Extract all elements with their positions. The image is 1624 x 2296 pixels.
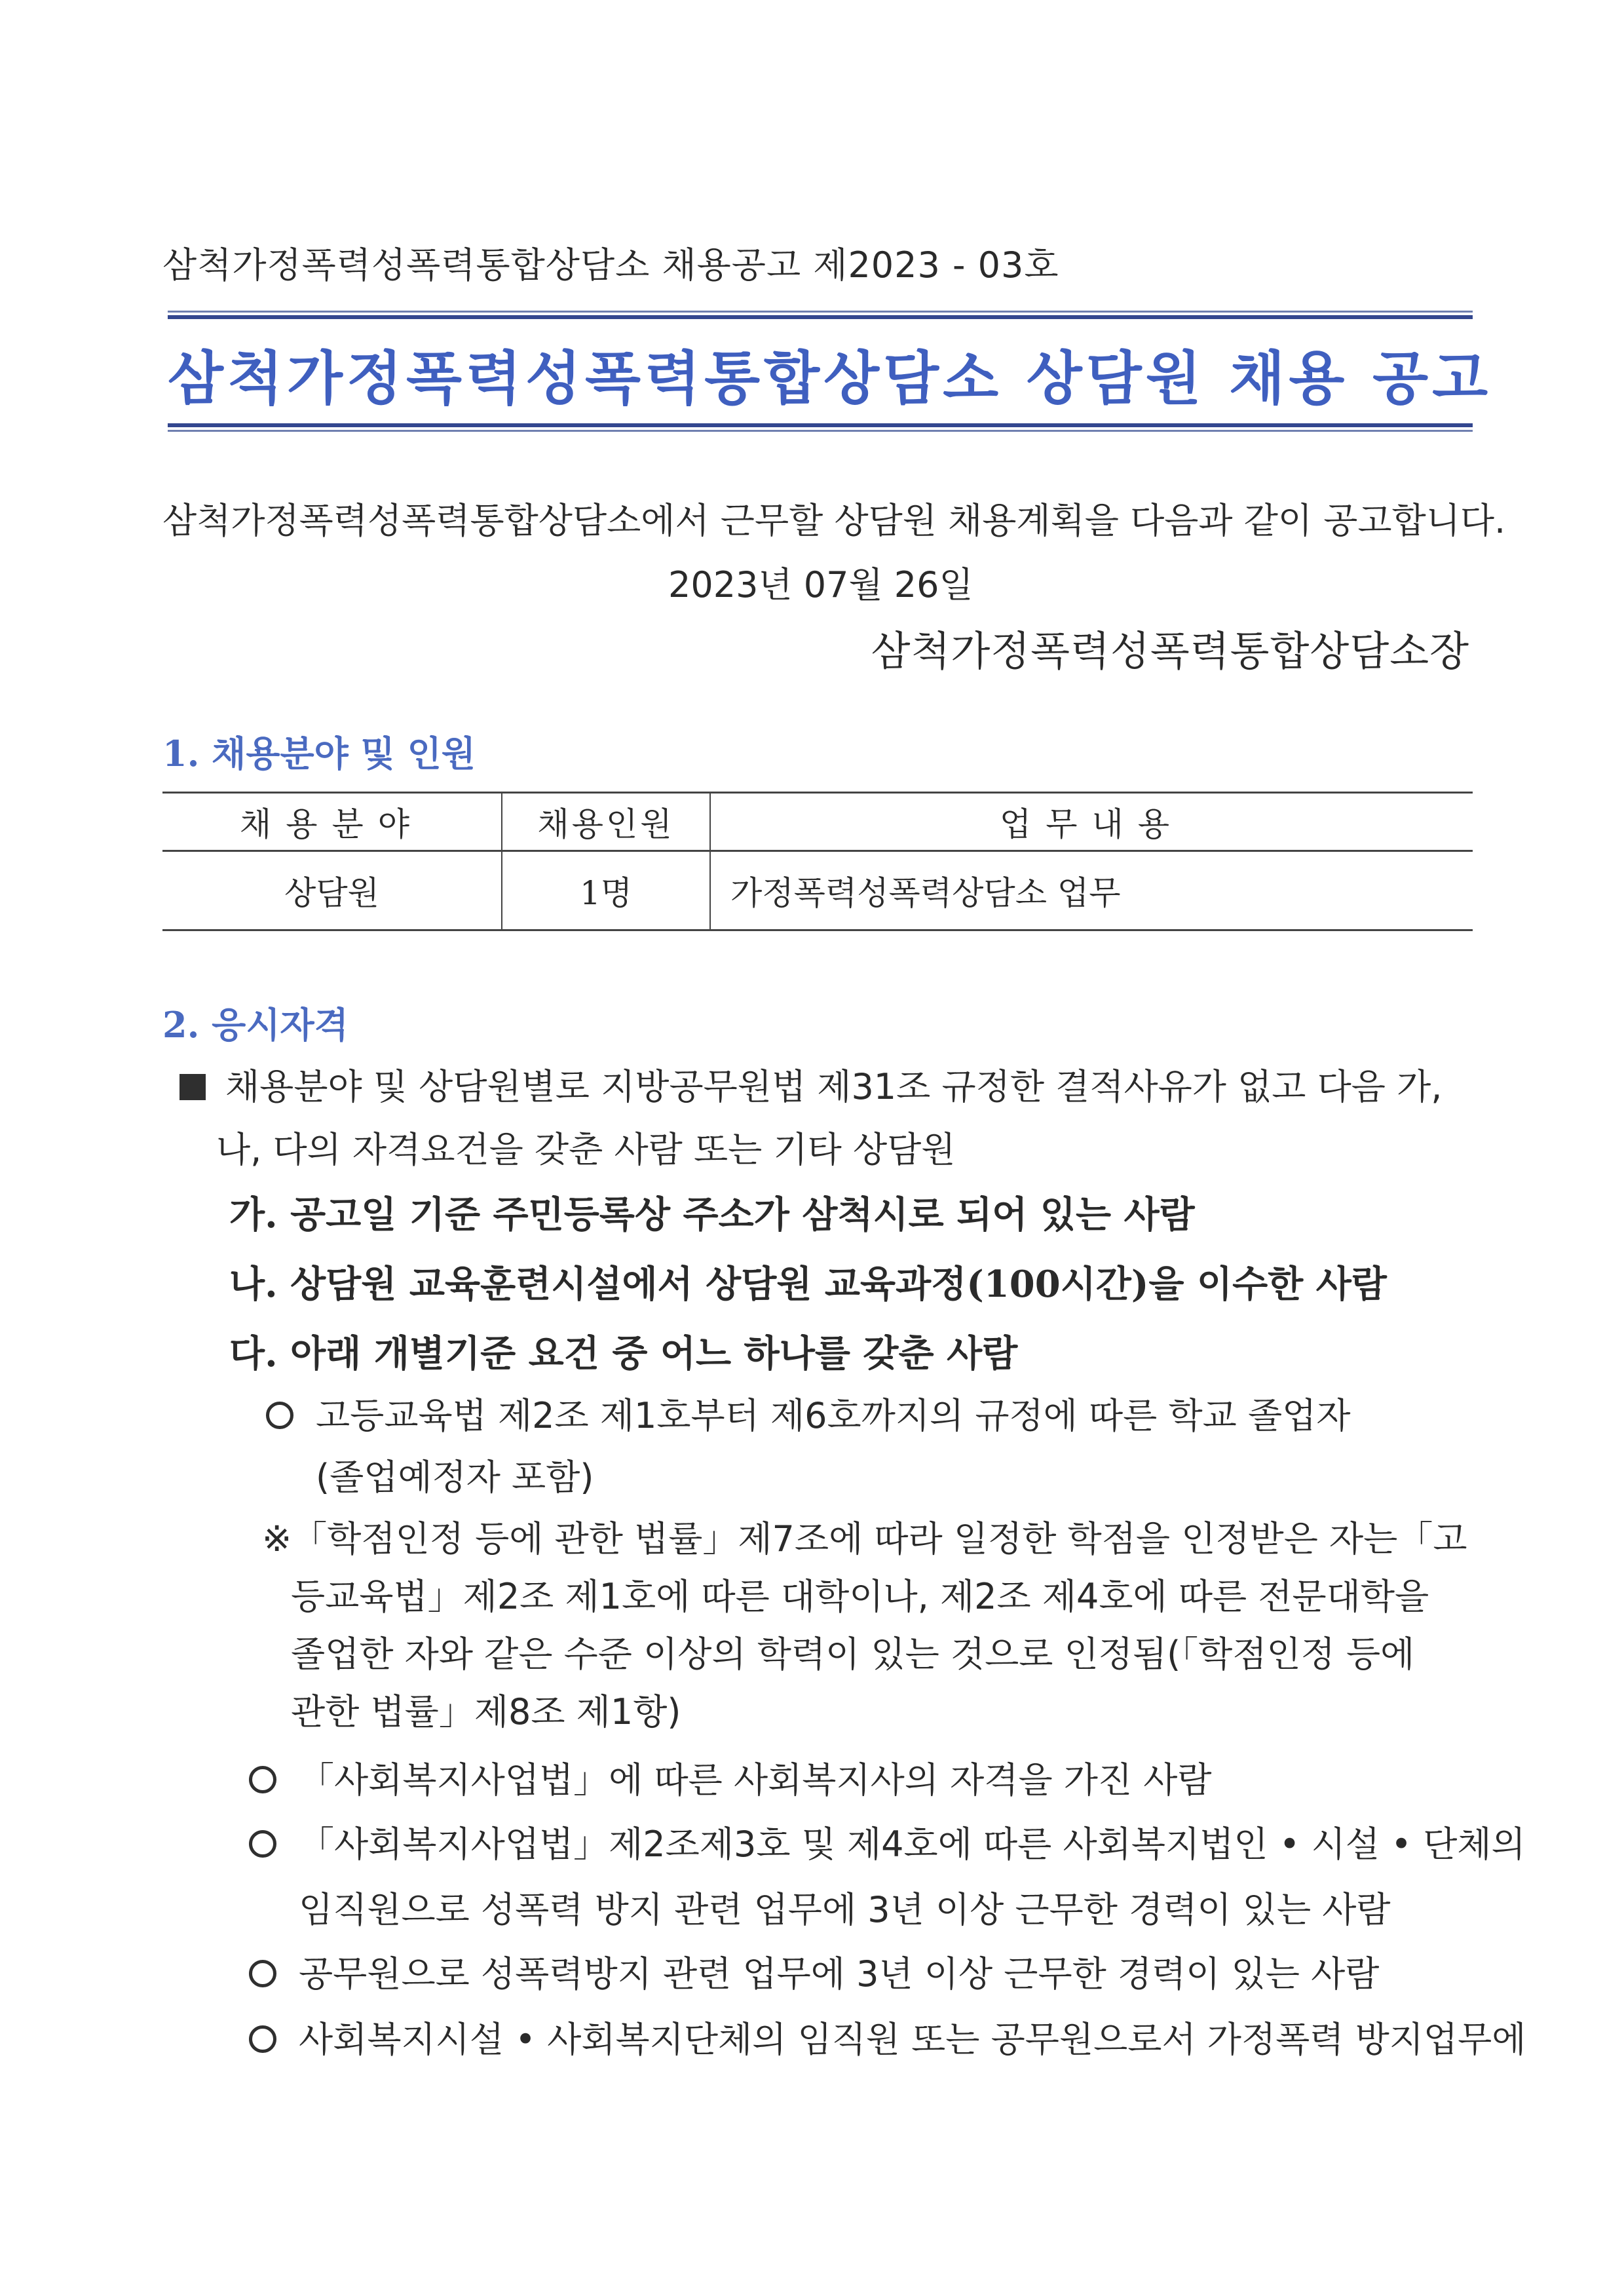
circle-bullet-icon — [249, 1960, 276, 1987]
cell-field: 상담원 — [162, 851, 502, 930]
table-header-row — [162, 793, 1473, 851]
criteria-3 — [249, 1816, 1526, 1867]
criteria-5 — [249, 2012, 1526, 2062]
note-line1: ※「학점인정 등에 관한 법률」제7조에 따라 일정한 학점을 인정받은 자는「고 — [262, 1518, 1467, 1559]
criteria-5-text: 사회복지시설 • 사회복지단체의 임직원 또는 공무원으로서 가정폭력 방지업무에 — [299, 2019, 1526, 2060]
requirement-da: 다. 아래 개별기준 요건 중 어느 하나를 갖춘 사람 — [229, 1332, 1018, 1375]
section-2-title: 2. 응시자격 — [162, 1004, 349, 1046]
circle-bullet-icon — [249, 1766, 276, 1793]
issuer-name: 삼척가정폭력성폭력통합상담소장 — [871, 627, 1469, 675]
criteria-3-line1: 「사회복지사업법」제2조제3호 및 제4호에 따른 사회복지법인 • 시설 • 단체의 — [299, 1824, 1526, 1865]
requirement-ga: 가. 공고일 기준 주민등록상 주소가 삼척시로 되어 있는 사람 — [229, 1193, 1195, 1236]
section-1-title: 1. 채용분야 및 인원 — [162, 733, 476, 775]
note-line2: 등교육법」제2조 제1호에 따른 대학이나, 제2조 제4호에 따른 전문대학을 — [291, 1576, 1429, 1617]
square-bullet-icon — [179, 1074, 206, 1100]
note-line3: 졸업한 자와 같은 수준 이상의 학력이 있는 것으로 인정됨(「학점인정 등에 — [291, 1634, 1415, 1675]
header-count: 채용인원 — [502, 793, 710, 851]
eligibility-main-line2: 나, 다의 자격요건을 갖춘 사람 또는 기타 상담원 — [216, 1129, 956, 1170]
circle-bullet-icon — [249, 1830, 276, 1858]
page-title: 삼척가정폭력성폭력통합상담소 상담원 채용 공고 — [168, 345, 1492, 412]
eligibility-main — [179, 1059, 1442, 1109]
intro-text: 삼척가정폭력성폭력통합상담소에서 근무할 상담원 채용계획을 다음과 같이 공고합니다. — [162, 500, 1506, 541]
notice-number: 삼척가정폭력성폭력통합상담소 채용공고 제2023 - 03호 — [162, 244, 1059, 286]
circle-bullet-icon — [249, 2025, 276, 2053]
cell-count: 1명 — [502, 851, 710, 930]
eligibility-main-line1: 채용분야 및 상담원별로 지방공무원법 제31조 규정한 결적사유가 없고 다음 가, — [225, 1066, 1443, 1107]
criteria-3-line2: 임직원으로 성폭력 방지 관련 업무에 3년 이상 근무한 경력이 있는 사람 — [299, 1889, 1391, 1930]
criteria-1 — [266, 1388, 1351, 1438]
requirement-na: 나. 상담원 교육훈련시설에서 상담원 교육과정(100시간)을 이수한 사람 — [229, 1263, 1387, 1306]
criteria-1-line2: (졸업예정자 포함) — [316, 1457, 594, 1498]
title-rule-top — [168, 311, 1473, 319]
header-field: 채용분야 — [162, 793, 502, 851]
cell-duty: 가정폭력성폭력상담소 업무 — [710, 851, 1473, 930]
table-row — [162, 851, 1473, 930]
notice-date: 2023년 07월 26일 — [668, 564, 973, 605]
criteria-2 — [249, 1752, 1212, 1803]
note-line4: 관한 법률」제8조 제1항) — [291, 1691, 681, 1732]
header-duty: 업무내용 — [710, 793, 1473, 851]
criteria-4-text: 공무원으로 성폭력방지 관련 업무에 3년 이상 근무한 경력이 있는 사람 — [299, 1953, 1380, 1995]
title-rule-bottom — [168, 423, 1473, 432]
criteria-4 — [249, 1946, 1379, 1997]
criteria-1-line1: 고등교육법 제2조 제1호부터 제6호까지의 규정에 따른 학교 졸업자 — [316, 1395, 1351, 1436]
recruitment-table — [162, 792, 1473, 931]
circle-bullet-icon — [266, 1402, 293, 1429]
criteria-2-text: 「사회복지사업법」에 따른 사회복지사의 자격을 가진 사람 — [299, 1759, 1212, 1801]
